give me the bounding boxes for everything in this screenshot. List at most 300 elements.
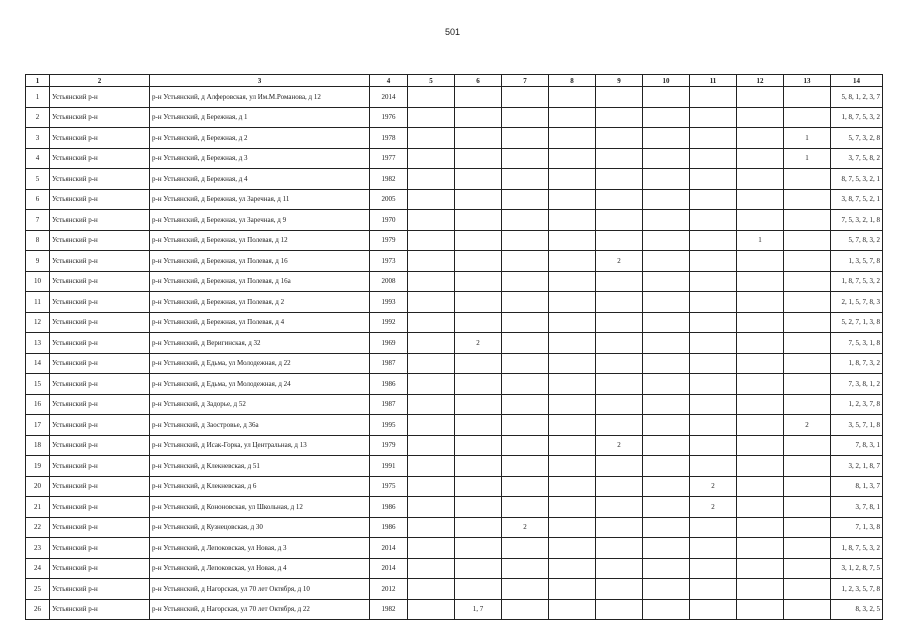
table-cell: Устьянский р-н [50,538,150,559]
table-cell: 2014 [370,558,408,579]
table-cell: 3, 7, 8, 1 [831,497,883,518]
table-cell [690,169,737,190]
table-cell: 2 [455,333,502,354]
table-cell: Устьянский р-н [50,210,150,231]
table-cell [455,210,502,231]
table-cell [408,210,455,231]
table-cell: 3, 1, 2, 8, 7, 5 [831,558,883,579]
table-cell [549,497,596,518]
table-cell [596,353,643,374]
table-cell: р-н Устьянский, д Кузнецовская, д 30 [150,517,370,538]
table-cell [784,169,831,190]
table-cell: 5, 7, 8, 3, 2 [831,230,883,251]
column-header: 14 [831,75,883,87]
table-cell: 13 [26,333,50,354]
table-cell [643,599,690,620]
table-cell [784,312,831,333]
table-cell: 8, 7, 5, 3, 2, 1 [831,169,883,190]
table-cell: р-н Устьянский, д Веригинская, д 32 [150,333,370,354]
table-cell [737,538,784,559]
table-cell: 1, 8, 7, 5, 3, 2 [831,107,883,128]
table-cell: 15 [26,374,50,395]
table-cell [408,189,455,210]
table-cell [455,271,502,292]
table-cell [737,312,784,333]
table-cell: р-н Устьянский, д Бережная, ул Полевая, д 2 [150,292,370,313]
page-number: 501 [444,27,461,37]
table-cell [643,517,690,538]
table-cell: р-н Устьянский, д Бережная, ул Полевая, д 16а [150,271,370,292]
table-row [26,271,883,292]
table-cell: Устьянский р-н [50,476,150,497]
table-cell: 23 [26,538,50,559]
table-cell: р-н Устьянский, д Бережная, ул Полевая, д 12 [150,230,370,251]
table-cell [408,435,455,456]
table-cell [502,271,549,292]
table-cell [690,107,737,128]
table-cell: р-н Устьянский, д Клекневская, д 51 [150,456,370,477]
table-cell [408,476,455,497]
table-cell [502,353,549,374]
table-cell: 3, 5, 7, 1, 8 [831,415,883,436]
table-cell [549,538,596,559]
table-row [26,435,883,456]
table-cell [408,517,455,538]
table-cell: 1977 [370,148,408,169]
table-cell [643,497,690,518]
table-cell: 7, 5, 3, 1, 8 [831,333,883,354]
table-cell: 5, 7, 3, 2, 8 [831,128,883,149]
table-row [26,312,883,333]
table-cell [784,210,831,231]
table-cell [455,353,502,374]
table-cell [690,435,737,456]
table-row [26,189,883,210]
table-cell [549,230,596,251]
table-cell [643,415,690,436]
table-cell [549,435,596,456]
table-cell [690,292,737,313]
table-cell [784,107,831,128]
table-cell [690,579,737,600]
column-header: 1 [26,75,50,87]
table-cell [502,128,549,149]
table-cell: Устьянский р-н [50,189,150,210]
table-cell [643,476,690,497]
table-cell: р-н Устьянский, д Бережная, д 4 [150,169,370,190]
table-cell [549,148,596,169]
table-cell [502,333,549,354]
table-cell: р-н Устьянский, д Алферовская, ул Им.М.Романова, д 12 [150,87,370,108]
table-cell [502,169,549,190]
table-cell: 1992 [370,312,408,333]
table-cell: Устьянский р-н [50,579,150,600]
table-cell [596,579,643,600]
table-cell [690,394,737,415]
table-cell [596,558,643,579]
table-cell [455,435,502,456]
column-header: 5 [408,75,455,87]
table-cell [643,128,690,149]
table-cell [737,107,784,128]
table-cell: 18 [26,435,50,456]
table-cell: 1987 [370,353,408,374]
table-cell [737,435,784,456]
table-cell [737,374,784,395]
table-cell [549,558,596,579]
table-cell [737,579,784,600]
table-cell [596,517,643,538]
table-cell [408,87,455,108]
table-cell: 1986 [370,497,408,518]
table-cell: Устьянский р-н [50,394,150,415]
table-cell [784,435,831,456]
table-cell: 24 [26,558,50,579]
table-cell [643,189,690,210]
table-cell [408,374,455,395]
table-cell [737,169,784,190]
table-row [26,353,883,374]
table-cell [784,599,831,620]
table-cell [643,210,690,231]
table-cell: р-н Устьянский, д Бережная, ул Заречная, д 11 [150,189,370,210]
table-cell [784,476,831,497]
table-cell: р-н Устьянский, д Клекневская, д 6 [150,476,370,497]
table-cell [690,312,737,333]
table-row [26,517,883,538]
table-cell [643,312,690,333]
table-cell [784,333,831,354]
table-cell [643,107,690,128]
table-cell: 1991 [370,456,408,477]
table-cell: р-н Устьянский, д Бережная, д 2 [150,128,370,149]
table-cell: 1, 8, 7, 5, 3, 2 [831,538,883,559]
table-row [26,579,883,600]
table-cell [502,558,549,579]
table-cell [784,456,831,477]
column-header: 6 [455,75,502,87]
table-cell [784,517,831,538]
table-cell [549,189,596,210]
table-cell [690,189,737,210]
table-cell [502,230,549,251]
table-cell: 12 [26,312,50,333]
table-row [26,374,883,395]
register-table [25,74,883,620]
table-cell [737,148,784,169]
table-cell: 1975 [370,476,408,497]
table-cell [596,210,643,231]
table-cell [596,189,643,210]
table-row [26,292,883,313]
table-cell [455,497,502,518]
table-row [26,333,883,354]
table-cell [549,210,596,231]
table-cell [455,292,502,313]
table-cell: 7, 3, 8, 1, 2 [831,374,883,395]
table-cell [502,148,549,169]
table-cell [408,230,455,251]
table-cell [784,579,831,600]
table-cell: Устьянский р-н [50,107,150,128]
table-row [26,538,883,559]
table-cell [784,538,831,559]
table-cell [643,230,690,251]
table-cell [408,292,455,313]
table-cell [784,353,831,374]
table-cell: Устьянский р-н [50,456,150,477]
table-cell [549,292,596,313]
table-cell [408,394,455,415]
table-cell: Устьянский р-н [50,333,150,354]
table-cell [784,497,831,518]
table-cell [690,148,737,169]
table-cell: 5 [26,169,50,190]
table-cell [502,107,549,128]
table-cell: Устьянский р-н [50,128,150,149]
table-row [26,210,883,231]
table-cell: р-н Устьянский, д Задорье, д 52 [150,394,370,415]
table-cell: 1973 [370,251,408,272]
table-cell: 1, 2, 3, 5, 7, 8 [831,579,883,600]
table-row [26,415,883,436]
table-row [26,476,883,497]
table-cell: 2014 [370,87,408,108]
table-cell: Устьянский р-н [50,87,150,108]
table-cell: 1979 [370,435,408,456]
table-cell [643,87,690,108]
table-cell [690,333,737,354]
table-cell [596,271,643,292]
table-cell: 1979 [370,230,408,251]
table-cell [502,538,549,559]
table-cell [737,210,784,231]
table-cell: 9 [26,251,50,272]
table-cell [455,579,502,600]
table-cell: Устьянский р-н [50,497,150,518]
table-cell: Устьянский р-н [50,353,150,374]
table-cell [408,558,455,579]
table-cell: 1976 [370,107,408,128]
table-cell [784,292,831,313]
table-cell [643,538,690,559]
table-cell: 6 [26,189,50,210]
table-cell: 1, 8, 7, 3, 2 [831,353,883,374]
table-cell: 2 [502,517,549,538]
table-cell: Устьянский р-н [50,148,150,169]
table-cell [643,271,690,292]
table-cell: Устьянский р-н [50,599,150,620]
table-cell: Устьянский р-н [50,435,150,456]
column-header: 13 [784,75,831,87]
table-cell: 1, 3, 5, 7, 8 [831,251,883,272]
table-cell: 3, 2, 1, 8, 7 [831,456,883,477]
table-cell [690,251,737,272]
table-row [26,497,883,518]
table-header-row [26,75,883,87]
table-cell: 1995 [370,415,408,436]
table-cell [455,128,502,149]
table-cell [549,333,596,354]
table-cell: 2 [596,251,643,272]
table-cell: Устьянский р-н [50,292,150,313]
table-cell: 11 [26,292,50,313]
table-cell: 7, 5, 3, 2, 1, 8 [831,210,883,231]
table-cell [690,599,737,620]
table-cell [690,517,737,538]
table-cell [455,538,502,559]
table-cell: 25 [26,579,50,600]
table-cell [549,415,596,436]
table-cell [502,415,549,436]
table-cell: 2 [690,476,737,497]
table-cell [455,87,502,108]
table-cell [455,251,502,272]
table-cell: 16 [26,394,50,415]
table-cell [737,333,784,354]
column-header: 4 [370,75,408,87]
table-cell [737,251,784,272]
table-cell [502,435,549,456]
table-cell [596,476,643,497]
table-cell [737,292,784,313]
table-cell: 2 [690,497,737,518]
table-cell [596,292,643,313]
table-cell [643,435,690,456]
table-cell: 1986 [370,517,408,538]
table-cell [784,374,831,395]
table-row [26,394,883,415]
table-cell: 5, 8, 1, 2, 3, 7 [831,87,883,108]
table-cell: 1970 [370,210,408,231]
table-cell [455,456,502,477]
table-cell: 1986 [370,374,408,395]
column-header: 2 [50,75,150,87]
table-cell [643,579,690,600]
table-cell [784,230,831,251]
table-cell [455,148,502,169]
table-cell [784,271,831,292]
table-cell: 8, 1, 3, 7 [831,476,883,497]
table-cell: Устьянский р-н [50,271,150,292]
table-cell: 1987 [370,394,408,415]
table-cell [455,415,502,436]
table-cell: 2 [26,107,50,128]
table-cell [690,353,737,374]
table-row [26,148,883,169]
table-cell [549,251,596,272]
table-cell: 22 [26,517,50,538]
table-cell [596,497,643,518]
column-header: 7 [502,75,549,87]
table-row [26,169,883,190]
table-cell [408,497,455,518]
table-cell: 3, 7, 5, 8, 2 [831,148,883,169]
table-cell [549,87,596,108]
table-cell: 26 [26,599,50,620]
table-cell: 8 [26,230,50,251]
table-cell: р-н Устьянский, д Бережная, д 1 [150,107,370,128]
table-cell [737,415,784,436]
table-cell [502,312,549,333]
table-cell [737,476,784,497]
table-cell: 21 [26,497,50,518]
table-cell: 1, 8, 7, 5, 3, 2 [831,271,883,292]
table-cell: 1, 7 [455,599,502,620]
table-cell [643,374,690,395]
table-cell [784,394,831,415]
table-cell [690,374,737,395]
column-header: 9 [596,75,643,87]
table-cell [596,374,643,395]
table-cell [502,394,549,415]
table-cell [596,456,643,477]
table-cell: Устьянский р-н [50,230,150,251]
table-cell [408,107,455,128]
table-cell: 2 [596,435,643,456]
table-cell: р-н Устьянский, д Лепоковская, ул Новая, д 4 [150,558,370,579]
table-cell [408,538,455,559]
table-cell [643,148,690,169]
table-row [26,456,883,477]
table-cell [737,558,784,579]
table-cell: 1 [26,87,50,108]
table-cell: 19 [26,456,50,477]
table-cell [408,456,455,477]
table-cell [690,210,737,231]
table-cell: Устьянский р-н [50,251,150,272]
table-row [26,128,883,149]
table-cell: р-н Устьянский, д Лепоковская, ул Новая, д 3 [150,538,370,559]
table-cell [643,292,690,313]
table-cell [596,312,643,333]
table-cell: 20 [26,476,50,497]
table-row [26,251,883,272]
table-cell: 1, 2, 3, 7, 8 [831,394,883,415]
table-cell: Устьянский р-н [50,374,150,395]
table-cell [596,394,643,415]
table-cell [643,394,690,415]
table-cell: 2008 [370,271,408,292]
table-cell [737,497,784,518]
table-cell [643,353,690,374]
table-cell [737,128,784,149]
table-cell [502,251,549,272]
table-cell: 1982 [370,599,408,620]
table-cell [408,271,455,292]
table-cell [455,107,502,128]
table-cell [596,599,643,620]
table-cell [455,558,502,579]
table-cell [549,312,596,333]
table-cell [455,476,502,497]
table-cell [596,107,643,128]
table-cell [784,189,831,210]
table-cell [690,230,737,251]
column-header: 8 [549,75,596,87]
table-cell [549,599,596,620]
table-cell [737,87,784,108]
table-cell: 7 [26,210,50,231]
table-cell: 2012 [370,579,408,600]
table-cell [408,169,455,190]
table-cell [784,558,831,579]
table-cell [784,87,831,108]
table-cell [737,353,784,374]
table-row [26,558,883,579]
table-cell: 14 [26,353,50,374]
table-cell: 4 [26,148,50,169]
